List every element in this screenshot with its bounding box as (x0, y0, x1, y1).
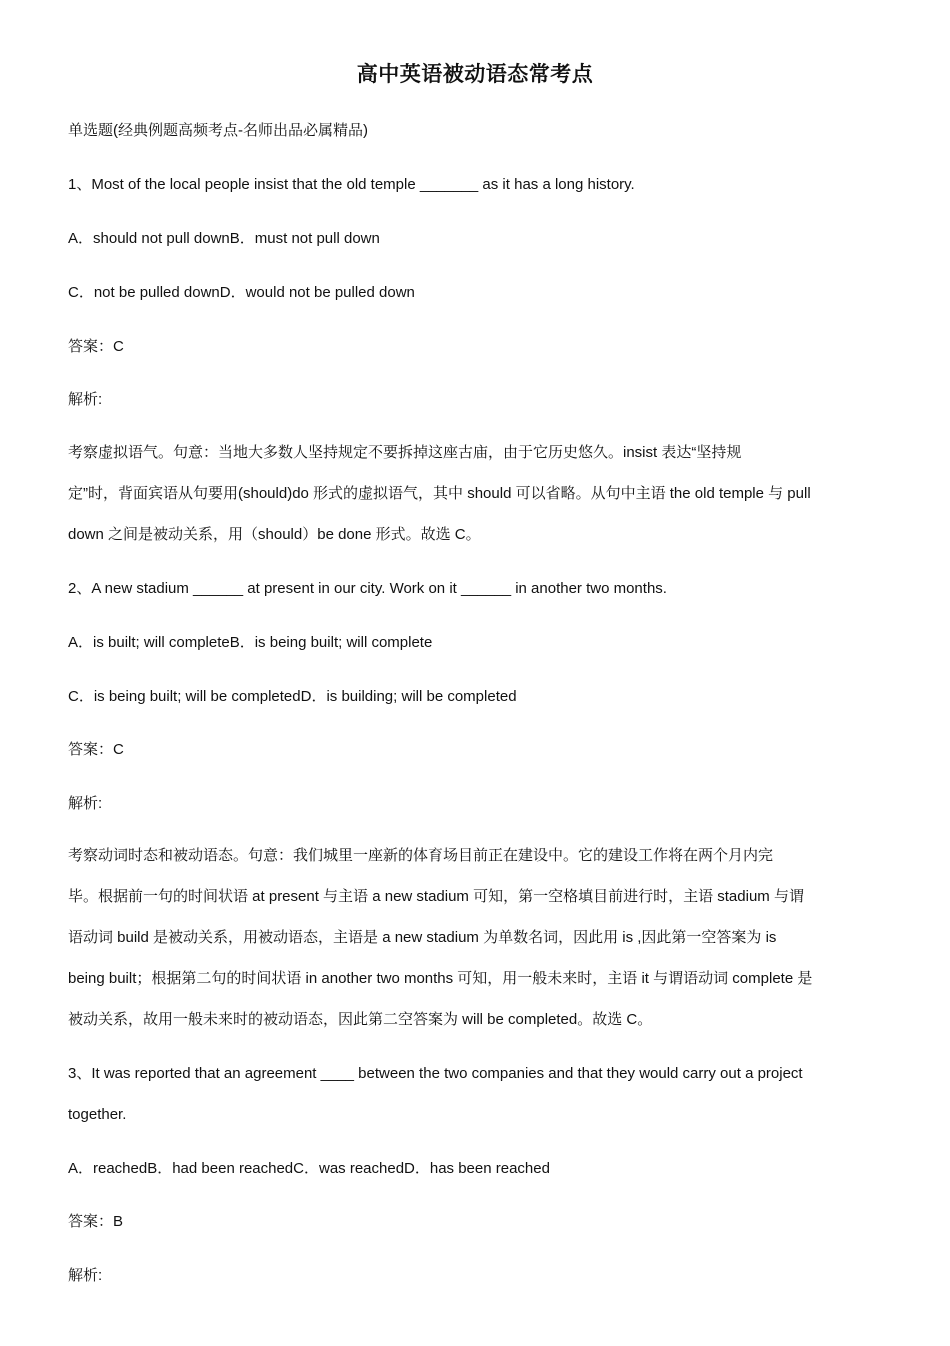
analysis-line: 毕。根据前一句的时间状语 at present 与主语 a new stadium 可知，第一空格填目前进行时，主语 stadium 与谓 (68, 888, 804, 905)
question-1-answer: 答案：C (68, 338, 124, 355)
section-heading: 单选题(经典例题高频考点-名师出品必属精品) (68, 122, 368, 139)
question-1-stem: 1、Most of the local people insist that the old temple _______ as it has a long history. (68, 176, 635, 193)
question-1-options-cd: C．not be pulled downD．would not be pulled down (68, 284, 415, 301)
question-2-options-ab: A．is built; will completeB．is being built; will complete (68, 634, 433, 651)
analysis-line: down 之间是被动关系，用（should）be done 形式。故选 C。 (68, 526, 481, 543)
analysis-line: 考察虚拟语气。句意：当地大多数人坚持规定不要拆掉这座古庙，由于它历史悠久。insist 表达“坚持规 (68, 444, 742, 461)
analysis-line: 语动词 build 是被动关系，用被动语态，主语是 a new stadium 为单数名词，因此用 is ,因此第一空答案为 is (68, 929, 777, 946)
question-2-options-cd: C．is being built; will be completedD．is building; will be completed (68, 688, 517, 705)
analysis-line: 被动关系，故用一般未来时的被动语态，因此第二空答案为 will be completed。故选 C。 (68, 1011, 653, 1028)
analysis-line: 考察动词时态和被动语态。句意：我们城里一座新的体育场目前正在建设中。它的建设工作将在两个月内完 (68, 847, 774, 864)
question-3-options: A．reachedB．had been reachedC．was reachedD．has been reached (68, 1160, 550, 1177)
question-3-stem (68, 1053, 888, 1135)
analysis-line: being built；根据第二句的时间状语 in another two months 可知，用一般未来时，主语 it 与谓语动词 complete 是 (68, 970, 813, 987)
question-3-answer: 答案：B (68, 1213, 124, 1230)
question-2-analysis (68, 835, 888, 1040)
question-1-analysis-label: 解析: (68, 391, 103, 408)
question-2-answer: 答案：C (68, 741, 124, 758)
stem-line: 3、It was reported that an agreement ____ between the two companies and that they would carry out a project (68, 1065, 803, 1082)
question-2-stem: 2、A new stadium ______ at present in our city. Work on it ______ in another two months. (68, 580, 667, 597)
question-1-options-ab: A．should not pull downB．must not pull down (68, 230, 380, 247)
question-2-analysis-label: 解析: (68, 795, 103, 812)
stem-line: together. (68, 1106, 127, 1123)
question-3-analysis-label: 解析: (68, 1267, 103, 1284)
analysis-line: 定”时，背面宾语从句要用(should)do 形式的虚拟语气，其中 should 可以省略。从句中主语 the old temple 与 pull (68, 485, 811, 502)
document-title: 高中英语被动语态常考点 (356, 63, 594, 86)
question-1-analysis (68, 432, 888, 555)
